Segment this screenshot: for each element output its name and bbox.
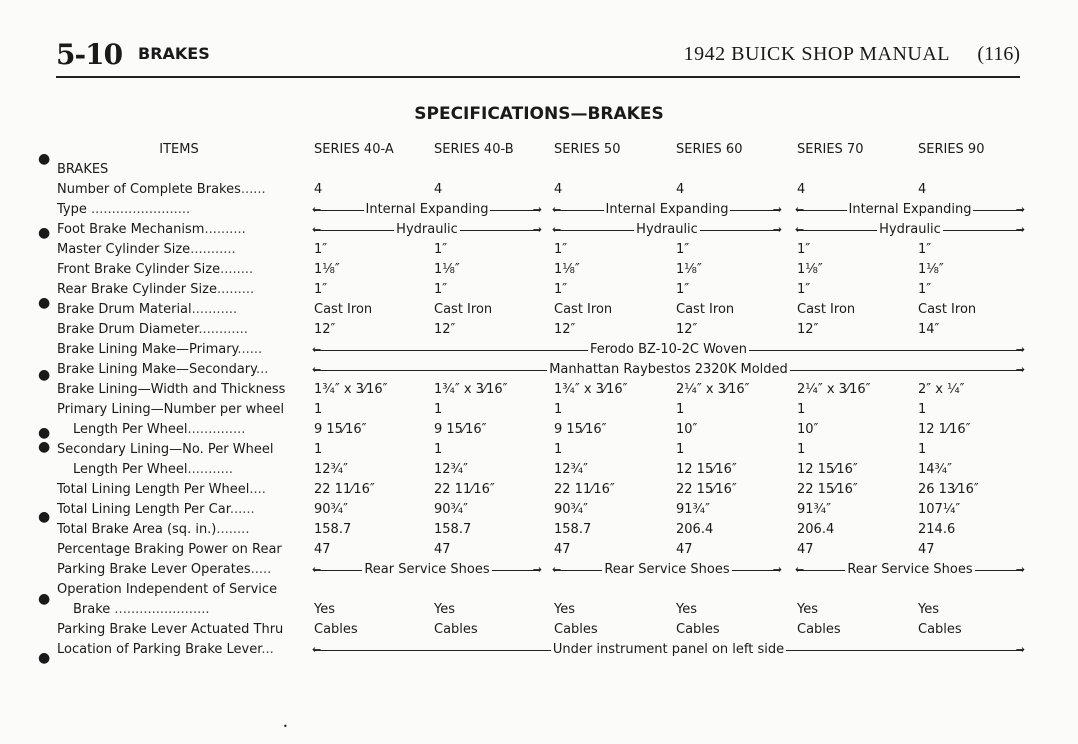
table-cell: 4 <box>314 182 323 197</box>
row-label-text: Primary Lining—Number per wheel <box>57 402 285 417</box>
leader-dots: .... <box>249 482 266 497</box>
table-cell: 47 <box>918 542 935 557</box>
table-cell: Cables <box>314 622 358 637</box>
table-cell: 2¼″ x 3⁄16″ <box>797 382 871 397</box>
table-row <box>57 200 1027 220</box>
table-cell: Yes <box>434 602 455 617</box>
table-cell: 1⅛″ <box>314 262 340 277</box>
margin-bullet-icon: ● <box>38 367 51 383</box>
table-cell: 206.4 <box>676 522 714 537</box>
table-row <box>57 340 1027 360</box>
manual-title: 1942 BUICK SHOP MANUAL <box>683 43 950 65</box>
table-row <box>57 180 1027 200</box>
table-cell: 90¾″ <box>314 502 348 517</box>
margin-bullet-icon: ● <box>38 509 51 525</box>
row-label <box>57 400 301 420</box>
span-text: Rear Service Shoes <box>847 562 973 577</box>
row-label <box>57 640 301 660</box>
row-label-text: Location of Parking Brake Lever <box>57 642 262 657</box>
table-cell: 22 11⁄16″ <box>314 482 375 497</box>
row-label <box>57 180 301 200</box>
span-text: Internal Expanding <box>605 202 729 217</box>
leader-dots: ...... <box>237 342 263 357</box>
table-row <box>57 300 1027 320</box>
row-label-text: Operation Independent of Service <box>57 582 278 597</box>
row-label <box>57 500 301 520</box>
table-cell: Cables <box>676 622 720 637</box>
leader-dots: .............. <box>187 422 246 437</box>
table-cell: 4 <box>797 182 806 197</box>
table-row <box>57 640 1027 660</box>
row-label <box>57 380 301 400</box>
arrow-left-icon: ← <box>312 643 322 656</box>
row-label <box>57 220 301 240</box>
span-range <box>314 560 540 580</box>
table-cell: 1⅛″ <box>434 262 460 277</box>
row-label-text: Number of Complete Brakes <box>57 182 241 197</box>
table-cell: 1″ <box>797 242 811 257</box>
group-label-row <box>57 160 1027 180</box>
row-label <box>57 280 301 300</box>
table-cell: 107¼″ <box>918 502 961 517</box>
row-label-text: Brake Drum Material <box>57 302 192 317</box>
table-cell: 4 <box>918 182 927 197</box>
table-cell: 1 <box>554 442 563 457</box>
row-label <box>57 480 301 500</box>
table-cell: 10″ <box>676 422 698 437</box>
table-cell: 1″ <box>676 282 690 297</box>
table-cell: 12″ <box>797 322 819 337</box>
table-row <box>57 220 1027 240</box>
row-label <box>57 520 301 540</box>
table-row <box>57 440 1027 460</box>
table-cell: 1 <box>314 442 323 457</box>
arrow-left-icon: ← <box>795 223 805 236</box>
row-label <box>57 260 301 280</box>
margin-bullet-icon: ● <box>38 425 51 441</box>
arrow-left-icon: ← <box>312 343 322 356</box>
table-cell: Cast Iron <box>797 302 856 317</box>
span-text: Hydraulic <box>879 222 941 237</box>
specifications-title: SPECIFICATIONS—BRAKES <box>414 104 664 124</box>
row-label <box>57 360 301 380</box>
table-row <box>57 580 1027 600</box>
table-cell: Yes <box>797 602 818 617</box>
row-label-text: Secondary Lining—No. Per Wheel <box>57 442 274 457</box>
table-cell: 1″ <box>434 242 448 257</box>
table-cell: 14¾″ <box>918 462 952 477</box>
series-header: SERIES 70 <box>797 142 864 157</box>
table-row <box>57 500 1027 520</box>
table-cell: 9 15⁄16″ <box>554 422 607 437</box>
table-cell: 22 11⁄16″ <box>554 482 615 497</box>
row-label-text: Brake Lining Make—Primary <box>57 342 238 357</box>
table-row <box>57 460 1027 480</box>
table-cell: 91¾″ <box>676 502 710 517</box>
arrow-left-icon: ← <box>552 223 562 236</box>
row-label <box>57 340 301 360</box>
row-label-text: Brake Drum Diameter <box>57 322 199 337</box>
leader-dots: ..... <box>250 562 272 577</box>
row-label <box>57 320 301 340</box>
table-cell: 4 <box>434 182 443 197</box>
leader-dots: ........... <box>190 242 236 257</box>
table-cell: 1″ <box>554 242 568 257</box>
table-cell: 1 <box>434 442 443 457</box>
span-text: Hydraulic <box>636 222 698 237</box>
table-row <box>57 280 1027 300</box>
table-cell: 12¾″ <box>434 462 468 477</box>
row-label <box>57 580 301 600</box>
span-range <box>314 200 540 220</box>
margin-bullet-icon: ● <box>38 151 51 167</box>
table-cell: 12″ <box>554 322 576 337</box>
table-cell: 9 15⁄16″ <box>314 422 367 437</box>
leader-dots: ........... <box>187 462 233 477</box>
series-header: SERIES 90 <box>918 142 985 157</box>
span-range <box>797 560 1023 580</box>
table-cell: 12 15⁄16″ <box>676 462 737 477</box>
series-header: SERIES 60 <box>676 142 743 157</box>
arrow-right-icon: → <box>1015 563 1025 576</box>
table-row <box>57 400 1027 420</box>
table-cell: 22 15⁄16″ <box>676 482 737 497</box>
table-cell: 12¾″ <box>554 462 588 477</box>
table-cell: 1 <box>918 402 927 417</box>
table-cell: 47 <box>797 542 814 557</box>
table-cell: 22 15⁄16″ <box>797 482 858 497</box>
arrow-right-icon: → <box>772 223 782 236</box>
table-row <box>57 380 1027 400</box>
table-cell: 12″ <box>676 322 698 337</box>
arrow-right-icon: → <box>772 563 782 576</box>
span-range <box>797 200 1023 220</box>
arrow-right-icon: → <box>532 203 542 216</box>
row-label <box>73 420 301 440</box>
table-cell: Cables <box>797 622 841 637</box>
row-label-text: Rear Brake Cylinder Size <box>57 282 217 297</box>
leader-dots: ... <box>256 362 269 377</box>
table-cell: 1″ <box>918 282 932 297</box>
arrow-left-icon: ← <box>552 203 562 216</box>
table-cell: Yes <box>554 602 575 617</box>
table-row <box>57 360 1027 380</box>
row-label-text: Brake <box>73 602 111 617</box>
table-cell: 12 1⁄16″ <box>918 422 971 437</box>
span-range <box>554 560 780 580</box>
table-cell: 1¾″ x 3⁄16″ <box>314 382 388 397</box>
span-text: Hydraulic <box>396 222 458 237</box>
table-cell: 12¾″ <box>314 462 348 477</box>
table-cell: 12″ <box>314 322 336 337</box>
arrow-right-icon: → <box>1015 643 1025 656</box>
table-cell: 26 13⁄16″ <box>918 482 979 497</box>
row-label <box>57 300 301 320</box>
table-cell: 47 <box>434 542 451 557</box>
row-label-text: Length Per Wheel <box>73 422 188 437</box>
arrow-left-icon: ← <box>312 203 322 216</box>
leader-dots: ...... <box>229 502 255 517</box>
table-cell: Cables <box>434 622 478 637</box>
table-row <box>57 560 1027 580</box>
table-cell: 47 <box>676 542 693 557</box>
margin-bullet-icon: ● <box>38 650 51 666</box>
table-cell: 1 <box>918 442 927 457</box>
arrow-right-icon: → <box>772 203 782 216</box>
table-cell: Yes <box>918 602 939 617</box>
span-text: Internal Expanding <box>848 202 972 217</box>
table-row <box>57 620 1027 640</box>
row-label-text: Total Lining Length Per Car <box>57 502 230 517</box>
leader-dots: .......... <box>204 222 246 237</box>
table-row <box>57 420 1027 440</box>
items-header: ITEMS <box>159 142 199 157</box>
leader-dots: ......... <box>216 282 255 297</box>
arrow-right-icon: → <box>1015 203 1025 216</box>
table-cell: 158.7 <box>434 522 472 537</box>
leader-dots: ........ <box>216 522 250 537</box>
span-text: Rear Service Shoes <box>604 562 730 577</box>
table-row <box>57 480 1027 500</box>
span-range <box>314 360 1023 380</box>
table-cell: 47 <box>314 542 331 557</box>
span-text: Ferodo BZ-10-2C Woven <box>589 342 748 357</box>
row-label <box>57 540 301 560</box>
row-label-text: Master Cylinder Size <box>57 242 191 257</box>
span-range <box>314 340 1023 360</box>
table-cell: 90¾″ <box>434 502 468 517</box>
arrow-left-icon: ← <box>552 563 562 576</box>
arrow-right-icon: → <box>1015 363 1025 376</box>
table-cell: Yes <box>676 602 697 617</box>
row-label-text: Foot Brake Mechanism <box>57 222 205 237</box>
table-cell: Cast Iron <box>676 302 735 317</box>
table-cell: 12″ <box>434 322 456 337</box>
span-text: Rear Service Shoes <box>364 562 490 577</box>
row-label-text: Brake Lining Make—Secondary <box>57 362 256 377</box>
row-label-text: Brake Lining—Width and Thickness <box>57 382 286 397</box>
span-range <box>314 220 540 240</box>
row-label-text: Percentage Braking Power on Rear <box>57 542 282 557</box>
row-label <box>57 620 301 640</box>
table-cell: 1″ <box>676 242 690 257</box>
table-row <box>57 240 1027 260</box>
table-cell: 10″ <box>797 422 819 437</box>
table-cell: 1 <box>314 402 323 417</box>
page-code: (116) <box>977 43 1020 65</box>
arrow-left-icon: ← <box>795 563 805 576</box>
table-cell: 1 <box>676 402 685 417</box>
table-cell: 158.7 <box>554 522 592 537</box>
leader-dots: ........ <box>220 262 254 277</box>
table-cell: Cast Iron <box>554 302 613 317</box>
row-label <box>57 560 301 580</box>
leader-dots: ........................ <box>86 202 191 217</box>
table-cell: 1¾″ x 3⁄16″ <box>434 382 508 397</box>
leader-dots: ........... <box>191 302 238 317</box>
table-cell: 1″ <box>314 282 328 297</box>
table-cell: 22 11⁄16″ <box>434 482 495 497</box>
table-cell: 1⅛″ <box>554 262 580 277</box>
series-header: SERIES 40-A <box>314 142 394 157</box>
arrow-right-icon: → <box>1015 223 1025 236</box>
table-cell: 4 <box>676 182 685 197</box>
series-header: SERIES 50 <box>554 142 621 157</box>
leader-dots: ... <box>261 642 274 657</box>
table-row <box>57 600 1027 620</box>
table-cell: 1″ <box>314 242 328 257</box>
table-cell: 1 <box>434 402 443 417</box>
table-cell: Cables <box>554 622 598 637</box>
arrow-left-icon: ← <box>312 563 322 576</box>
table-row <box>57 320 1027 340</box>
table-row <box>57 260 1027 280</box>
leader-dots: ....................... <box>110 602 210 617</box>
table-cell: Cables <box>918 622 962 637</box>
table-row <box>57 520 1027 540</box>
row-label-text: Front Brake Cylinder Size <box>57 262 221 277</box>
row-label-text: Parking Brake Lever Operates <box>57 562 251 577</box>
table-cell: 90¾″ <box>554 502 588 517</box>
row-label-text: Type <box>57 202 87 217</box>
table-cell: 1″ <box>554 282 568 297</box>
margin-bullet-icon: ● <box>38 439 51 455</box>
table-cell: 1⅛″ <box>797 262 823 277</box>
table-cell: 1″ <box>797 282 811 297</box>
arrow-left-icon: ← <box>312 363 322 376</box>
table-cell: 1″ <box>918 242 932 257</box>
arrow-right-icon: → <box>532 223 542 236</box>
margin-bullet-icon: ● <box>38 225 51 241</box>
span-range <box>797 220 1023 240</box>
table-cell: 1 <box>676 442 685 457</box>
span-text: Manhattan Raybestos 2320K Molded <box>549 362 788 377</box>
table-cell: 12 15⁄16″ <box>797 462 858 477</box>
table-cell: 4 <box>554 182 563 197</box>
table-cell: 1⅛″ <box>918 262 944 277</box>
table-cell: Yes <box>314 602 335 617</box>
margin-bullet-icon: ● <box>38 591 51 607</box>
row-label <box>73 460 301 480</box>
table-cell: 2″ x ¼″ <box>918 382 965 397</box>
row-label <box>57 240 301 260</box>
table-cell: 9 15⁄16″ <box>434 422 487 437</box>
arrow-right-icon: → <box>532 563 542 576</box>
table-cell: 1¾″ x 3⁄16″ <box>554 382 628 397</box>
table-cell: 2¼″ x 3⁄16″ <box>676 382 750 397</box>
span-range <box>554 220 780 240</box>
row-label <box>57 200 301 220</box>
table-cell: 214.6 <box>918 522 956 537</box>
leader-dots: ............ <box>198 322 248 337</box>
table-cell: Cast Iron <box>918 302 977 317</box>
arrow-left-icon: ← <box>312 223 322 236</box>
row-label <box>73 600 301 620</box>
span-text: Under instrument panel on left side <box>552 642 785 657</box>
leader-dots: ...... <box>240 182 266 197</box>
table-cell: 1⅛″ <box>676 262 702 277</box>
stray-mark: • <box>283 722 288 731</box>
table-cell: 14″ <box>918 322 940 337</box>
table-cell: 1 <box>797 402 806 417</box>
table-cell: 47 <box>554 542 571 557</box>
span-range <box>314 640 1023 660</box>
table-cell: 158.7 <box>314 522 352 537</box>
arrow-left-icon: ← <box>795 203 805 216</box>
row-label-text: Total Lining Length Per Wheel <box>57 482 250 497</box>
page-number: 5-10 <box>56 38 123 71</box>
page-header <box>56 36 1020 78</box>
table-cell: 1 <box>554 402 563 417</box>
series-header: SERIES 40-B <box>434 142 514 157</box>
row-label-text: Length Per Wheel <box>73 462 188 477</box>
arrow-right-icon: → <box>1015 343 1025 356</box>
table-cell: 1 <box>797 442 806 457</box>
table-cell: 206.4 <box>797 522 835 537</box>
table-cell: Cast Iron <box>314 302 373 317</box>
table-cell: 1″ <box>434 282 448 297</box>
table-row <box>57 540 1027 560</box>
table-cell: Cast Iron <box>434 302 493 317</box>
span-range <box>554 200 780 220</box>
group-label: BRAKES <box>57 162 109 177</box>
row-label <box>57 440 301 460</box>
section-title: BRAKES <box>138 44 210 63</box>
table-header-row <box>57 140 1027 160</box>
row-label-text: Total Brake Area (sq. in.) <box>57 522 217 537</box>
span-text: Internal Expanding <box>365 202 489 217</box>
row-label-text: Parking Brake Lever Actuated Thru <box>57 622 284 637</box>
margin-bullet-icon: ● <box>38 295 51 311</box>
table-cell: 91¾″ <box>797 502 831 517</box>
